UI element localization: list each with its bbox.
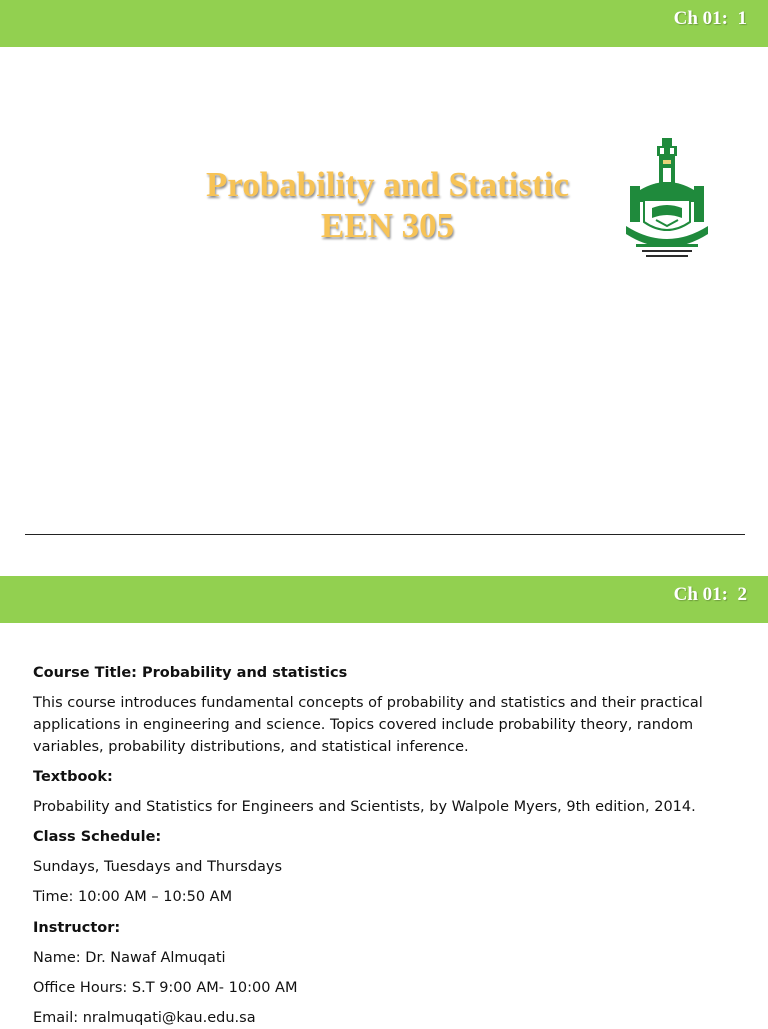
course-info — [33, 662, 713, 1029]
course-title: Course Title: Probability and statistics — [33, 665, 348, 681]
instructor-heading: Instructor: — [33, 920, 121, 936]
title-line-2: EEN 305 — [320, 206, 455, 245]
slide2-chapter-label: Ch 01: 2 — [673, 584, 747, 605]
schedule-time: Time: 10:00 AM – 10:50 AM — [33, 889, 233, 905]
textbook-heading: Textbook: — [33, 769, 113, 785]
slide1-header-band — [0, 0, 768, 47]
title-line-1: Probability and Statistic — [205, 165, 569, 204]
textbook-text: Probability and Statistics for Engineers and Scientists, by Walpole Myers, 9th edition, 2014. — [33, 799, 696, 815]
instructor-name: Name: Dr. Nawaf Almuqati — [33, 950, 226, 966]
university-emblem-icon — [622, 134, 712, 262]
office-hours: Office Hours: S.T 9:00 AM- 10:00 AM — [33, 980, 298, 996]
instructor-email: Email: nralmuqati@kau.edu.sa — [33, 1010, 256, 1026]
course-description: This course introduces fundamental concepts of probability and statistics and their practical applications in engineering and science. Topics covered include probability theory, random variables, probability distributions, and statistical inference. — [33, 695, 703, 755]
slide1-chapter-label: Ch 01: 1 — [673, 8, 747, 29]
slide-divider — [25, 534, 745, 535]
schedule-heading: Class Schedule: — [33, 829, 162, 845]
schedule-days: Sundays, Tuesdays and Thursdays — [33, 859, 283, 875]
slide2-header-band — [0, 576, 768, 623]
slide-title — [150, 164, 625, 246]
